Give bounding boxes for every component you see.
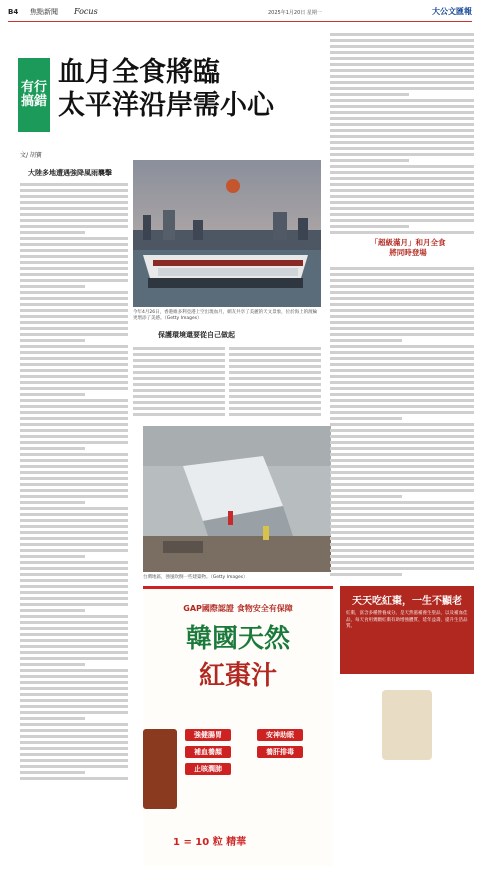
ad-feature-2: 安神助眠 bbox=[257, 729, 303, 741]
headline-line1: 血月全食將臨 bbox=[58, 57, 220, 88]
section-focus: Focus bbox=[74, 7, 98, 16]
ad-title-1: 韓國天然 bbox=[185, 624, 290, 654]
ad-right-panel[interactable] bbox=[340, 586, 474, 866]
ad-right-title: 天天吃紅棗，一生不顯老 bbox=[352, 596, 462, 607]
subhead-left: 大陸多地遭遇強降風雨襲擊 bbox=[28, 169, 112, 177]
ad-feature-1: 強健腸胃 bbox=[185, 729, 231, 741]
ad-feature-5: 止咳潤肺 bbox=[185, 763, 231, 775]
ad-title-2: 紅棗汁 bbox=[198, 661, 277, 691]
photo-storm-damage bbox=[143, 426, 331, 572]
ad-feature-4: 養肝排毒 bbox=[257, 746, 303, 758]
byline: 文/ 胡寶 bbox=[20, 152, 42, 159]
body-column-middle bbox=[133, 344, 321, 422]
photo-blood-moon-harbour bbox=[133, 160, 321, 307]
issue-date: 2025年1月20日 星期一 bbox=[268, 10, 322, 16]
body-column-left bbox=[20, 180, 128, 860]
headline bbox=[58, 56, 274, 122]
ad-product-image bbox=[143, 729, 177, 809]
column-tag: 有行搞錯 bbox=[18, 58, 50, 132]
headline-line2: 太平洋沿岸需小心 bbox=[58, 90, 274, 121]
page-header bbox=[8, 6, 472, 22]
ad-top-line: GAP國際認證 食物安全有保障 bbox=[183, 604, 293, 613]
body-column-right bbox=[330, 264, 474, 580]
caption-photo1: 今年4月26日，香港維多利亞港上空出現血月，網友共享了美麗的天文景象，位於海上的渡輪更增添了美感。（Getty Images） bbox=[133, 310, 318, 321]
ad-right-desc: 紅棗，富含多種營養成分。是天然滋補養生聖品，以及補血佳品，每天食用幾顆紅棗有助增強體質、延年益壽，提升生活品質。 bbox=[346, 611, 468, 629]
ad-promo: 1 = 10 粒 精華 bbox=[173, 837, 247, 848]
caption-photo2: 台灣地區，強風吹倒一些建築物。（Getty Images） bbox=[143, 575, 248, 580]
newspaper-logo: 大公文匯報 bbox=[432, 6, 472, 16]
subhead-right-red: 「超級滿月」和月全食 將同時登場 bbox=[370, 238, 446, 257]
section-name: 焦點新聞 bbox=[30, 8, 58, 16]
ad-right-red-box bbox=[340, 586, 474, 674]
subhead-middle: 保護環境還要從自己做起 bbox=[158, 331, 235, 339]
page-number: B4 bbox=[8, 8, 19, 16]
ad-jujube-juice[interactable] bbox=[143, 586, 333, 866]
body-column-right-top bbox=[330, 30, 474, 235]
ad-feature-3: 補血養顏 bbox=[185, 746, 231, 758]
ad-right-product bbox=[382, 690, 432, 760]
